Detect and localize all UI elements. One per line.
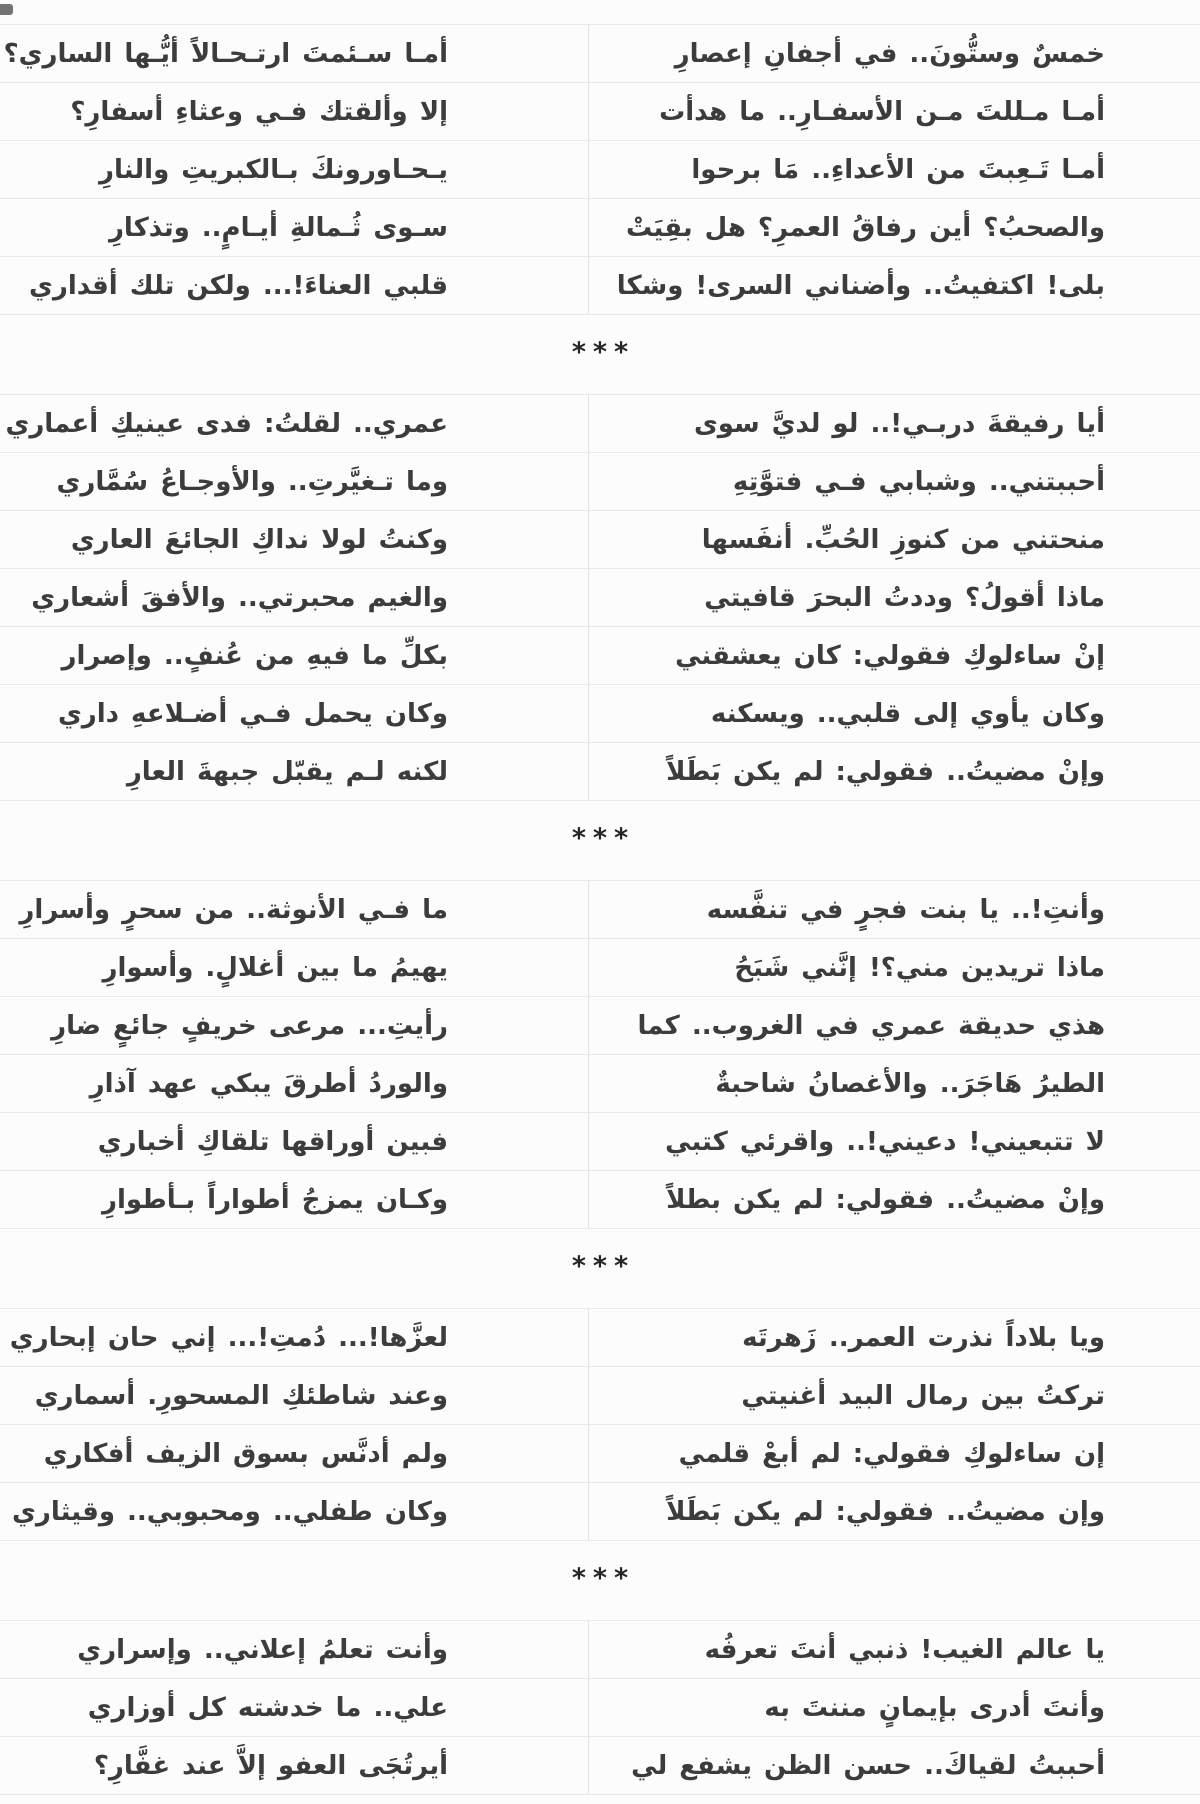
first-hemistich: خمسٌ وستُّونَ.. في أجفانِ إعصارِ [588,25,1200,82]
second-hemistich: إلا وألقتك فـي وعثاءِ أسفارِ؟ [70,96,448,127]
second-hemistich: ما فـي الأنوثة.. من سحرٍ وأسرارِ [19,894,448,925]
stanza-separator-row [0,801,1200,881]
first-hemistich: الطيرُ هَاجَرَ.. والأغصانُ شاحبةٌ [588,1055,1200,1112]
first-hemistich: وإن مضيتُ.. فقولي: لم يكن بَطَلاً [588,1483,1200,1540]
first-hemistich: وكان يأوي إلى قلبي.. ويسكنه [588,685,1200,742]
second-hemistich: وكان يحمل فـي أضـلاعهِ داري [57,698,448,729]
second-hemistich: والغيم محبرتي.. والأفقَ أشعاري [31,582,448,613]
verse-row [0,395,1200,453]
second-hemistich: لعزَّها!... دُمتِ!... إني حان إبحاري [9,1322,448,1353]
verse-row [0,1309,1200,1367]
second-hemistich: سـوى ثُـمالةِ أيـامٍ.. وتذكارِ [108,212,448,243]
second-hemistich: وكنتُ لولا نداكِ الجائعَ العاري [70,524,448,555]
second-hemistich: وعند شاطئكِ المسحورِ. أسماري [34,1380,448,1411]
second-hemistich: أيرتُجَى العفو إلاَّ عند غفَّارِ؟ [93,1750,448,1781]
first-hemistich: وأنتِ!.. يا بنت فجرٍ في تنفَّسه [588,881,1200,938]
second-hemistich: يهيمُ ما بين أغلالٍ. وأسوارِ [102,952,448,983]
first-hemistich: تركتُ بين رمال البيد أغنيتي [588,1367,1200,1424]
first-hemistich: أمـا مـللتَ مـن الأسفـارِ.. ما هدأت [588,83,1200,140]
second-hemistich: يـحـاورونكَ بـالكبريتِ والنارِ [99,154,448,185]
first-hemistich: وإنْ مضيتُ.. فقولي: لم يكن بطلاً [588,1171,1200,1228]
verse-row [0,257,1200,315]
first-hemistich: ماذا أقولُ؟ وددتُ البحرَ قافيتي [588,569,1200,626]
verse-row [0,881,1200,939]
second-hemistich: والوردُ أطرقَ يبكي عهد آذارِ [89,1068,448,1099]
verse-row [0,939,1200,997]
verse-row [0,569,1200,627]
verse-row [0,1113,1200,1171]
verse-row [0,1367,1200,1425]
verse-row [0,511,1200,569]
first-hemistich: أمـا تَـعِبتَ من الأعداءِ.. مَا برحوا [588,141,1200,198]
second-hemistich: فبين أوراقها تلقاكِ أخباري [97,1126,448,1157]
first-hemistich: إنْ ساءلوكِ فقولي: كان يعشقني [588,627,1200,684]
stars-separator: *** [571,1251,636,1282]
stars-separator: *** [571,823,636,854]
second-hemistich: ولم أدنَّس بسوق الزيف أفكاري [43,1438,448,1469]
stanza-separator-row [0,1229,1200,1309]
second-hemistich: وكـان يمزجُ أطواراً بـأطوارِ [102,1184,448,1215]
verse-row [0,199,1200,257]
first-hemistich: أحببتني.. وشبابي فـي فتوَّتِهِ [588,453,1200,510]
first-hemistich: ويا بلاداً نذرت العمر.. زَهرتَه [588,1309,1200,1366]
verse-row [0,83,1200,141]
verse-row [0,25,1200,83]
first-hemistich: أيا رفيقةَ دربـي!.. لو لديَّ سوى [588,395,1200,452]
poem-table [0,24,1200,1795]
verse-row [0,1055,1200,1113]
first-hemistich: منحتني من كنوزِ الحُبِّ. أنفَسها [588,511,1200,568]
verse-row [0,627,1200,685]
first-hemistich: يا عالم الغيب! ذنبي أنتَ تعرفُه [588,1621,1200,1678]
first-hemistich: والصحبُ؟ أين رفاقُ العمرِ؟ هل بقِيَتْ [588,199,1200,256]
verse-row [0,1679,1200,1737]
verse-row [0,453,1200,511]
second-hemistich: قلبي العناءَ!... ولكن تلك أقداري [29,270,448,301]
verse-row [0,1425,1200,1483]
stars-separator: *** [571,1563,636,1594]
verse-row [0,743,1200,801]
stars-separator: *** [571,337,636,368]
first-hemistich: ماذا تريدين مني؟! إنَّني شَبَحُ [588,939,1200,996]
first-hemistich: وإنْ مضيتُ.. فقولي: لم يكن بَطَلاً [588,743,1200,800]
second-hemistich: وأنت تعلمُ إعلاني.. وإسراري [77,1634,448,1665]
verse-row [0,685,1200,743]
verse-row [0,1621,1200,1679]
second-hemistich: بكلِّ ما فيهِ من عُنفٍ.. وإصرار [61,640,448,671]
second-hemistich: وما تـغيَّرتِ.. والأوجـاعُ سُمَّاري [56,466,448,497]
stanza-separator-row [0,1541,1200,1621]
first-hemistich: لا تتبعيني! دعيني!.. واقرئي كتبي [588,1113,1200,1170]
verse-row [0,1171,1200,1229]
second-hemistich: وكان طفلي.. ومحبوبي.. وقيثاري [12,1496,448,1527]
verse-row [0,1737,1200,1795]
second-hemistich: عمري.. لقلتُ: فدى عينيكِ أعماري [5,408,448,439]
stanza-separator-row [0,315,1200,395]
second-hemistich: أمـا سـئمتَ ارتـحـالاً أيُّـها الساري؟ [3,38,448,69]
first-hemistich: بلى! اكتفيتُ.. وأضناني السرى! وشكا [588,257,1200,314]
verse-row [0,141,1200,199]
first-hemistich: وأنتَ أدرى بإيمانٍ مننتَ به [588,1679,1200,1736]
first-hemistich: أحببتُ لقياكَ.. حسن الظن يشفع لي [588,1737,1200,1794]
scan-artifact [0,4,13,15]
verse-row [0,1483,1200,1541]
first-hemistich: إن ساءلوكِ فقولي: لم أبعْ قلمي [588,1425,1200,1482]
second-hemistich: لكنه لـم يقبّل جبهةَ العارِ [126,756,448,787]
second-hemistich: رأيتِ... مرعى خريفٍ جائعٍ ضارِ [51,1010,448,1041]
first-hemistich: هذي حديقة عمري في الغروب.. كما [588,997,1200,1054]
second-hemistich: علي.. ما خدشته كل أوزاري [87,1692,448,1723]
verse-row [0,997,1200,1055]
